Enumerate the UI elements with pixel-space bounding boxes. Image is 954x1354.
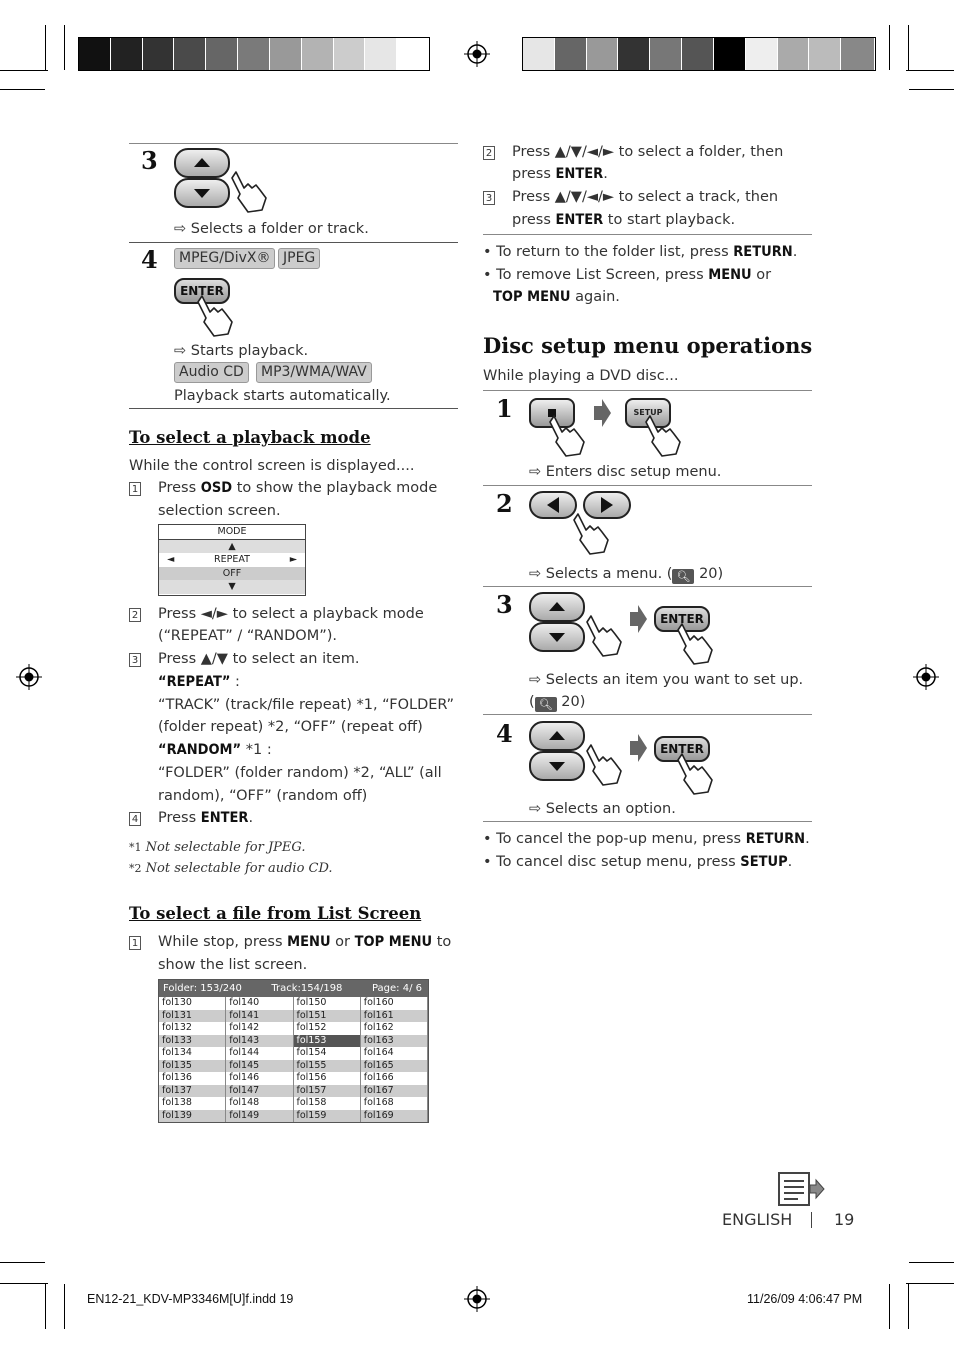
list-item[interactable]: fol135	[159, 1060, 226, 1073]
list-item[interactable]: fol146	[226, 1072, 293, 1085]
registration-mark-icon	[913, 664, 939, 690]
divider	[129, 242, 458, 243]
crop-mark	[0, 89, 45, 90]
list-item[interactable]: fol160	[361, 997, 428, 1010]
section-title-disc-setup: Disc setup menu operations	[483, 333, 813, 358]
random-label: “RANDOM”	[158, 742, 242, 758]
repeat-label: “REPEAT”	[158, 674, 231, 690]
step-number: 4	[496, 719, 513, 748]
footer-separator	[811, 1212, 812, 1228]
language-label: ENGLISH	[722, 1210, 793, 1229]
down-button-icon	[529, 622, 585, 652]
menu-key: MENU	[287, 934, 331, 950]
pointing-hand-icon	[642, 412, 688, 458]
next-arrow-icon	[628, 733, 648, 763]
divider	[483, 586, 812, 587]
step3-description: Selects a folder or track.	[190, 221, 369, 237]
text: again.	[570, 289, 620, 305]
arrow-icon: ⇨	[529, 566, 542, 582]
bullet: •	[483, 854, 492, 870]
crop-mark	[906, 70, 954, 71]
list-item[interactable]: fol138	[159, 1097, 226, 1110]
list-header	[159, 980, 428, 997]
setup-button-icon: SETUP	[625, 398, 671, 428]
text: press	[512, 166, 556, 182]
text: 20)	[556, 694, 586, 710]
arrow-icon: ⇨	[174, 343, 187, 359]
up-arrow-icon: ▲	[159, 540, 305, 554]
list-item[interactable]: fol149	[226, 1110, 293, 1123]
mode-item-row	[159, 553, 305, 567]
mode-screen	[158, 524, 306, 596]
step3-description: Selects an item you want to set up.	[545, 672, 804, 688]
crop-mark	[889, 25, 890, 70]
right-arrow-icon: ►	[289, 554, 297, 565]
divider	[483, 714, 812, 715]
mode-title: MODE	[159, 525, 305, 540]
text: Press ▲/▼/◄/► to select a folder, then	[512, 144, 784, 160]
pointing-hand-icon	[583, 612, 629, 658]
text: To return to the folder list, press	[496, 244, 734, 260]
color-bar-tones	[522, 37, 876, 71]
registration-mark-icon	[464, 1286, 490, 1312]
crop-mark	[0, 1283, 48, 1284]
list-item[interactable]: fol167	[361, 1085, 428, 1098]
text: .	[603, 166, 608, 182]
text: Press	[158, 480, 201, 496]
list-item[interactable]: fol141	[226, 1010, 293, 1023]
text: :	[230, 674, 240, 690]
list-item[interactable]: fol168	[361, 1097, 428, 1110]
list-item[interactable]: fol134	[159, 1047, 226, 1060]
text: .	[248, 810, 254, 826]
text: or	[751, 267, 772, 283]
crop-mark	[908, 25, 909, 71]
next-arrow-icon	[628, 604, 648, 634]
section-heading-list-screen: To select a file from List Screen	[129, 904, 422, 923]
text: Press ▲/▼/◄/► to select a track, then	[512, 189, 779, 205]
text: .	[805, 831, 810, 847]
footnote-mark: *2	[129, 862, 142, 875]
list-item[interactable]: fol132	[159, 1022, 226, 1035]
step-number: 1	[496, 394, 513, 423]
text: To remove List Screen, press	[496, 267, 709, 283]
up-button-icon	[529, 592, 585, 622]
text: “FOLDER” (folder random) *2, “ALL” (all	[158, 765, 442, 781]
footnote-mark: *1	[129, 841, 142, 854]
text: Press ◄/► to select a playback mode	[158, 606, 424, 622]
auto-playback-note: Playback starts automatically.	[174, 388, 391, 404]
list-item[interactable]: fol144	[226, 1047, 293, 1060]
list-item[interactable]: fol162	[361, 1022, 428, 1035]
crop-mark	[45, 25, 46, 71]
step-box: 3	[129, 653, 141, 667]
list-item[interactable]: fol154	[294, 1047, 361, 1060]
text: To cancel disc setup menu, press	[496, 854, 741, 870]
step-box: 1	[129, 936, 141, 950]
text: Press	[158, 810, 201, 826]
list-item[interactable]: fol159	[294, 1110, 361, 1123]
bullet: •	[483, 267, 492, 283]
list-item[interactable]: fol161	[361, 1010, 428, 1023]
crop-mark	[64, 25, 65, 70]
setup-key: SETUP	[740, 854, 788, 870]
list-item[interactable]: fol152	[294, 1022, 361, 1035]
list-item[interactable]: fol139	[159, 1110, 226, 1123]
step-box: 4	[129, 812, 141, 826]
list-screen	[158, 979, 429, 1123]
page-count: Page: 4/ 6	[371, 983, 422, 994]
text: .	[787, 854, 793, 870]
step4-description: Selects an option.	[545, 801, 676, 817]
top-menu-key: TOP MENU	[493, 289, 571, 305]
list-item[interactable]: fol164	[361, 1047, 428, 1060]
list-item[interactable]: fol137	[159, 1085, 226, 1098]
step-number: 3	[496, 590, 513, 619]
step4-description: Starts playback.	[190, 343, 309, 359]
text: show the list screen.	[158, 957, 308, 973]
divider	[483, 234, 812, 235]
document-continue-icon	[776, 1170, 826, 1208]
down-button-icon	[174, 178, 230, 208]
list-item[interactable]: fol153	[294, 1035, 361, 1048]
list-item[interactable]: fol131	[159, 1010, 226, 1023]
file-name: EN12-21_KDV-MP3346M[U]f.indd 19	[87, 1292, 294, 1306]
footnote-1: Not selectable for JPEG.	[145, 840, 306, 855]
step-box: 3	[483, 191, 495, 205]
crop-mark	[45, 1283, 46, 1329]
enter-key: ENTER	[555, 166, 604, 182]
step-number: 3	[141, 146, 158, 175]
crop-mark	[64, 1284, 65, 1329]
list-grid	[159, 997, 428, 1122]
divider	[483, 390, 812, 391]
up-button-icon	[529, 721, 585, 751]
divider	[129, 143, 458, 144]
magnifier-icon: 🔍︎	[672, 569, 694, 584]
registration-mark-icon	[16, 664, 42, 690]
bullet: •	[483, 831, 492, 847]
list-item[interactable]: fol151	[294, 1010, 361, 1023]
step-box: 1	[129, 482, 141, 496]
page-number: 19	[834, 1210, 855, 1229]
crop-mark	[0, 1262, 45, 1263]
crop-mark	[889, 1284, 890, 1329]
step-number: 2	[496, 489, 513, 518]
arrow-icon: ⇨	[174, 221, 187, 237]
list-item[interactable]: fol143	[226, 1035, 293, 1048]
pointing-hand-icon	[674, 620, 720, 666]
list-item[interactable]: fol145	[226, 1060, 293, 1073]
text: (“REPEAT” / “RANDOM”).	[158, 628, 337, 644]
pointing-hand-icon	[194, 292, 240, 338]
down-button-icon	[529, 751, 585, 781]
folder-count: Folder: 153/240	[163, 983, 242, 994]
crop-mark	[908, 1283, 909, 1329]
pointing-hand-icon	[228, 168, 274, 214]
text: to start playback.	[603, 212, 736, 228]
text: to show the playback mode	[232, 480, 438, 496]
pointing-hand-icon	[546, 412, 592, 458]
list-item[interactable]: fol155	[294, 1060, 361, 1073]
list-item[interactable]: fol166	[361, 1072, 428, 1085]
arrow-icon: ⇨	[529, 801, 542, 817]
format-tag-mpeg-divx: MPEG/DivX®	[174, 248, 275, 269]
enter-key: ENTER	[555, 212, 604, 228]
pointing-hand-icon	[570, 510, 616, 556]
text: Press ▲/▼ to select an item.	[158, 651, 360, 667]
format-tag-mp3-wma-wav: MP3/WMA/WAV	[256, 362, 372, 383]
mode-value: OFF	[159, 567, 305, 581]
list-item[interactable]: fol157	[294, 1085, 361, 1098]
format-tag-jpeg: JPEG	[278, 248, 320, 269]
list-item[interactable]: fol158	[294, 1097, 361, 1110]
crop-mark	[0, 70, 48, 71]
list-item[interactable]: fol163	[361, 1035, 428, 1048]
list-item[interactable]: fol169	[361, 1110, 428, 1123]
print-date: 11/26/09 4:06:47 PM	[747, 1292, 863, 1306]
top-menu-key: TOP MENU	[354, 934, 433, 950]
enter-button-icon: ENTER	[654, 736, 710, 762]
format-tag-audio-cd: Audio CD	[174, 362, 249, 383]
divider	[129, 408, 458, 409]
disc-setup-intro: While playing a DVD disc...	[483, 368, 679, 384]
bullet: •	[483, 244, 492, 260]
pointing-hand-icon	[674, 750, 720, 796]
text: random), “OFF” (random off)	[158, 788, 368, 804]
text: .	[792, 244, 798, 260]
left-arrow-icon: ◄	[167, 554, 175, 565]
list-item[interactable]: fol156	[294, 1072, 361, 1085]
next-arrow-icon	[592, 398, 612, 428]
list-item[interactable]: fol147	[226, 1085, 293, 1098]
text: selection screen.	[158, 503, 281, 519]
text: 20)	[694, 566, 724, 582]
text: Selects a menu. (	[545, 566, 673, 582]
arrow-icon: ⇨	[529, 672, 542, 688]
list-item[interactable]: fol165	[361, 1060, 428, 1073]
list-item[interactable]: fol150	[294, 997, 361, 1010]
text: “TRACK” (track/file repeat) *1, “FOLDER”	[158, 697, 455, 713]
list-item[interactable]: fol140	[226, 997, 293, 1010]
step-number: 4	[141, 245, 158, 274]
down-arrow-icon: ▼	[159, 580, 305, 594]
text: To cancel the pop-up menu, press	[496, 831, 746, 847]
enter-key: ENTER	[200, 810, 249, 826]
text: *1 :	[241, 742, 272, 758]
section-heading-playback-mode: To select a playback mode	[129, 428, 371, 447]
footnote-2: Not selectable for audio CD.	[145, 861, 333, 876]
list-item[interactable]: fol148	[226, 1097, 293, 1110]
menu-key: MENU	[708, 267, 752, 283]
mode-item: REPEAT	[214, 554, 250, 565]
enter-button-icon: ENTER	[174, 278, 230, 304]
list-item[interactable]: fol130	[159, 997, 226, 1010]
return-key: RETURN	[733, 244, 793, 260]
step1-description: Enters disc setup menu.	[545, 464, 722, 480]
osd-key: OSD	[200, 480, 233, 496]
text: (	[529, 694, 535, 710]
list-item[interactable]: fol142	[226, 1022, 293, 1035]
color-bar-grayscale	[78, 37, 430, 71]
text: press	[512, 212, 556, 228]
arrow-icon: ⇨	[529, 464, 542, 480]
registration-mark-icon	[464, 41, 490, 67]
text: or	[330, 934, 355, 950]
enter-button-icon: ENTER	[654, 606, 710, 632]
track-count: Track:154/198	[271, 983, 343, 994]
text: While stop, press	[158, 934, 288, 950]
divider	[483, 485, 812, 486]
step-box: 2	[483, 146, 495, 160]
list-item[interactable]: fol133	[159, 1035, 226, 1048]
crop-mark	[906, 1283, 954, 1284]
divider	[483, 821, 812, 822]
step-box: 2	[129, 608, 141, 622]
crop-mark	[909, 1262, 954, 1263]
magnifier-icon: 🔍︎	[535, 697, 557, 712]
crop-mark	[909, 89, 954, 90]
text: to	[432, 934, 452, 950]
up-button-icon	[174, 148, 230, 178]
pointing-hand-icon	[583, 741, 629, 787]
list-item[interactable]: fol136	[159, 1072, 226, 1085]
text: (folder repeat) *2, “OFF” (repeat off)	[158, 719, 423, 735]
return-key: RETURN	[745, 831, 806, 847]
playback-mode-intro: While the control screen is displayed....	[129, 458, 415, 474]
